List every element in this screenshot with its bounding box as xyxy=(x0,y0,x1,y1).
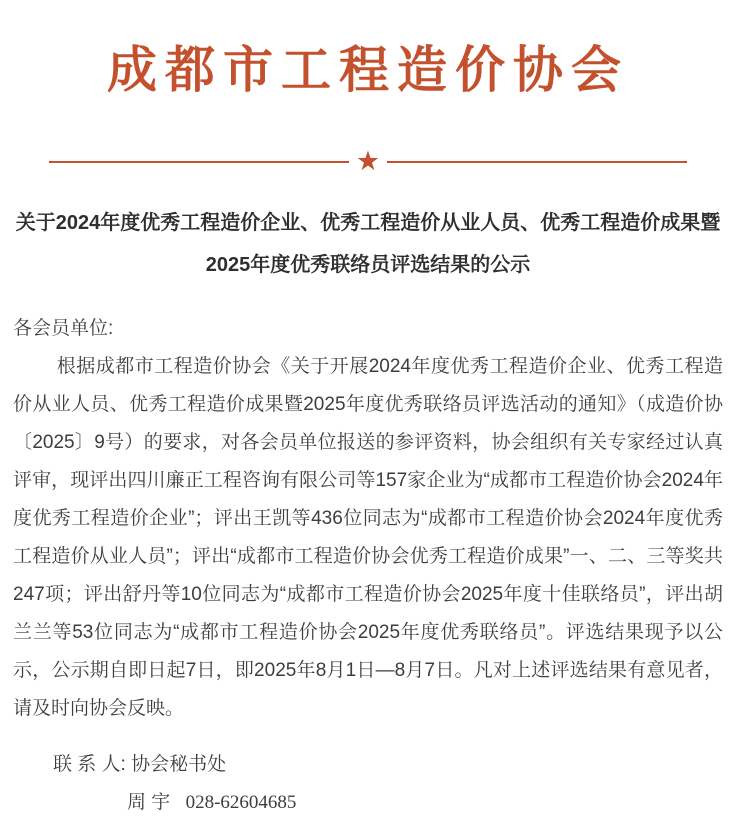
divider-line-left xyxy=(49,161,349,163)
document-title-line1: 关于2024年度优秀工程造价企业、优秀工程造价从业人员、优秀工程造价成果暨 xyxy=(15,212,721,234)
contact-person-name: 周 宇 xyxy=(127,792,171,813)
title-divider xyxy=(49,148,687,176)
divider-line-right xyxy=(387,161,687,163)
document-title xyxy=(13,202,723,286)
contact-block xyxy=(13,746,723,822)
star-icon: ★ xyxy=(355,146,381,176)
contact-person-label: 联 系 人: 协会秘书处 xyxy=(53,754,227,775)
body-paragraph: 根据成都市工程造价协会《关于开展2024年度优秀工程造价企业、优秀工程造价从业人员、优秀工程造价成果暨2025年度优秀联络员评选活动的通知》（成造价协〔2025〕9号）的要求，对各会员单位报送的参评资料，协会组织有关专家经过认真评审，现评出四川廉正工程咨询有限公司等157家企业为“成都市工程造价协会2024年度优秀工程造价企业”；评出王凯等436位同志为“成都市工程造价协会2024年度优秀工程造价从业人员”；评出“成都市工程造价协会优秀工程造价成果”一、二、三等奖共247项；评出舒丹等10位同志为“成都市工程造价协会2025年度十佳联络员”，评出胡兰兰等53位同志为“成都市工程造价协会2025年度优秀联络员”。评选结果现予以公示，公示期自即日起7日，即2025年8月1日—8月7日。凡对上述评选结果有意见者，请及时向协会反映。 xyxy=(13,356,723,719)
contact-phone-line xyxy=(13,784,723,822)
document-title-line2: 2025年度优秀联络员评选结果的公示 xyxy=(205,254,531,276)
org-title: 成都市工程造价协会 xyxy=(107,40,629,99)
contact-phone-number: 028-62604685 xyxy=(185,792,297,813)
salutation: 各会员单位: xyxy=(13,318,114,339)
